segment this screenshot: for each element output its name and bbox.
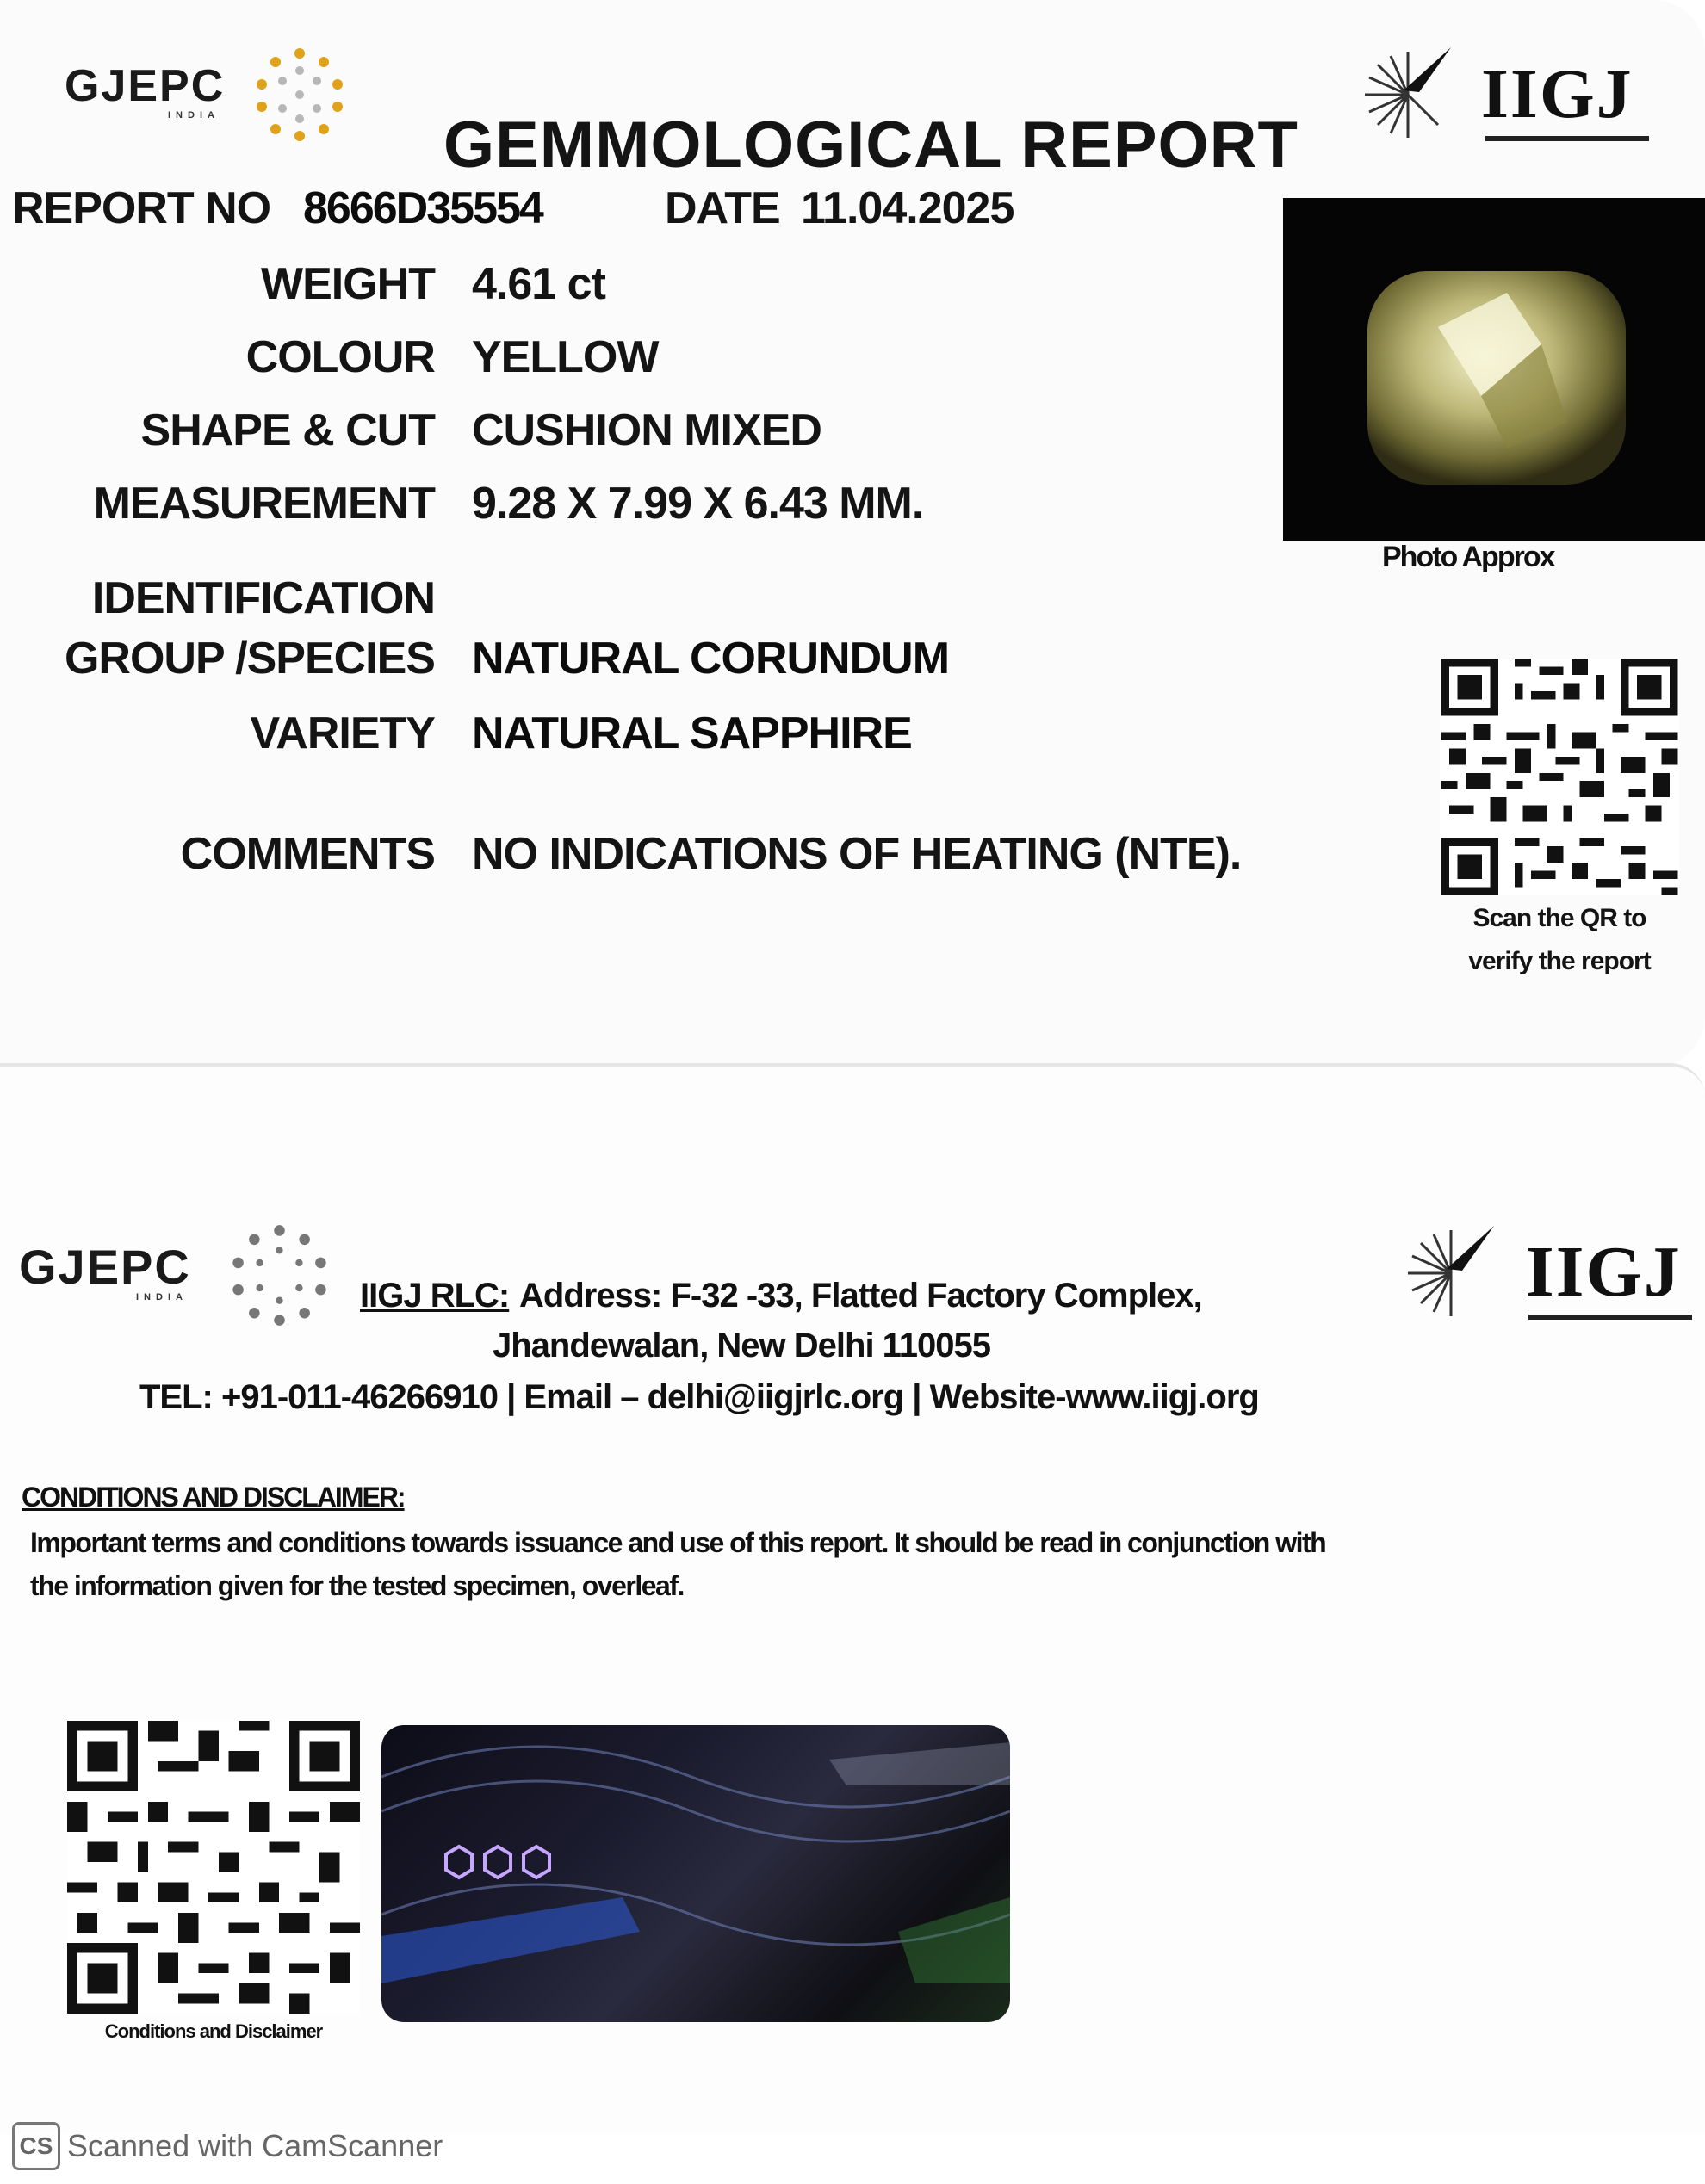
shape-cut-value: CUSHION MIXED: [472, 405, 822, 455]
weight-value: 4.61 ct: [472, 259, 605, 309]
iigj-logo-underline-back: [1528, 1315, 1692, 1320]
gem-photo: [1283, 198, 1705, 541]
qr-caption-line2: verify the report: [1468, 947, 1651, 975]
address-label: IIGJ RLC:: [360, 1277, 510, 1315]
qr-caption-line1: Scan the QR to: [1472, 904, 1646, 932]
date-value: 11.04.2025: [801, 183, 1014, 233]
iigj-logo-text-back: IIGJ: [1526, 1232, 1682, 1312]
conditions-title: CONDITIONS AND DISCLAIMER:: [22, 1482, 405, 1513]
date-label: DATE: [665, 183, 780, 233]
gjepc-logo: [65, 60, 226, 121]
camscanner-badge-icon: CS: [12, 2122, 60, 2170]
gemstone-image: [1283, 198, 1705, 541]
report-title: GEMMOLOGICAL REPORT: [443, 108, 1299, 182]
conditions-qr-caption: Conditions and Disclaimer: [104, 2020, 323, 2042]
contact-line: TEL: +91-011-46266910 | Email – delhi@iigjrlc.org | Website-www.iigj.org: [140, 1378, 1259, 1416]
report-card-front: [0, 0, 1705, 1067]
weight-label: WEIGHT: [261, 259, 435, 309]
report-no-value: 8666D35554: [303, 183, 542, 233]
report-no-label: REPORT NO: [12, 183, 271, 233]
security-hologram: [381, 1725, 1010, 2022]
gjepc-logo-text: GJEPC: [65, 61, 226, 111]
conditions-line1: Important terms and conditions towards issuance and use of this report. It should be read in conjunction with: [30, 1527, 1326, 1558]
colour-value: YELLOW: [472, 332, 659, 382]
conditions-qr-code[interactable]: [67, 1721, 360, 2014]
iigj-logo-text: IIGJ: [1481, 54, 1634, 133]
measurement-label: MEASUREMENT: [93, 479, 435, 529]
camscanner-footer-text: Scanned with CamScanner: [67, 2128, 443, 2163]
verify-qr-code[interactable]: [1440, 659, 1679, 895]
variety-value: NATURAL SAPPHIRE: [472, 708, 912, 758]
group-species-value: NATURAL CORUNDUM: [472, 634, 950, 684]
identification-label: IDENTIFICATION: [91, 573, 435, 623]
gjepc-logo-text-back: GJEPC: [19, 1240, 191, 1294]
comments-label: COMMENTS: [180, 829, 435, 879]
report-card-back: [0, 1063, 1705, 2134]
conditions-line2: the information given for the tested specimen, overleaf.: [30, 1570, 684, 1601]
comments-value: NO INDICATIONS OF HEATING (NTE).: [472, 829, 1242, 879]
iigj-starburst-icon: [1352, 39, 1464, 151]
gjepc-logo-subtext-back: INDIA: [136, 1292, 188, 1302]
variety-label: VARIETY: [250, 708, 435, 758]
colour-label: COLOUR: [245, 332, 435, 382]
gjepc-sunburst-icon: [248, 43, 351, 146]
iigj-logo-underline: [1485, 136, 1649, 141]
gjepc-sunburst-icon-back: [226, 1222, 333, 1329]
measurement-value: 9.28 X 7.99 X 6.43 MM.: [472, 479, 924, 529]
shape-cut-label: SHAPE & CUT: [140, 405, 435, 455]
group-species-label: GROUP /SPECIES: [64, 634, 435, 684]
iigj-starburst-icon-back: [1395, 1217, 1507, 1329]
gjepc-logo-subtext: INDIA: [168, 110, 220, 121]
photo-caption: Photo Approx: [1382, 541, 1554, 573]
address-line2: Jhandewalan, New Delhi 110055: [493, 1327, 990, 1364]
hologram-pattern-icon: [381, 1725, 1010, 2022]
address-line1: Address: F-32 -33, Flatted Factory Complex,: [519, 1277, 1202, 1315]
